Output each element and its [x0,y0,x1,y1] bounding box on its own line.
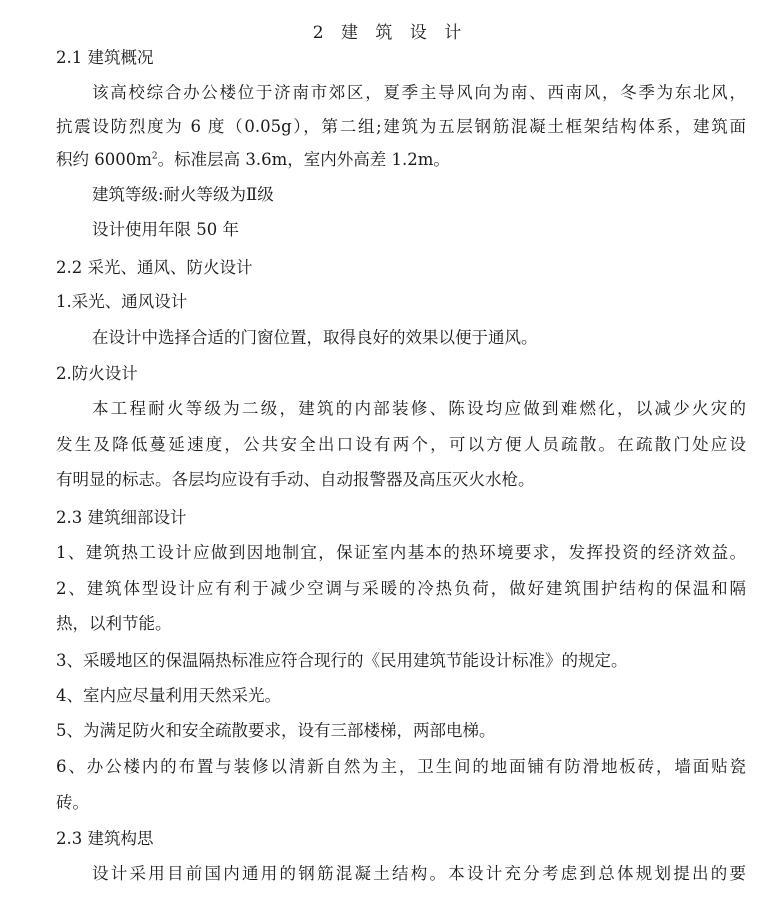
height-text: 。标准层高 3.6m，室内外高差 1.2m。 [157,150,450,169]
area-text: 积约 6000m [56,150,152,169]
section-2-1-para-line-3 [56,150,746,170]
subsection-lighting-heading: 1.采光、通风设计 [56,292,188,311]
section-2-1-heading: 2.1 建筑概况 [56,48,154,67]
section-2-3-heading: 2.3 建筑细部设计 [56,508,187,527]
detail-item-2-line-2: 热，以利节能。 [56,614,172,633]
building-grade: 建筑等级:耐火等级为Ⅱ级 [92,185,274,204]
section-concept-heading: 2.3 建筑构思 [56,829,154,848]
subsection-lighting-text: 在设计中选择合适的门窗位置，取得良好的效果以便于通风。 [92,328,538,347]
detail-item-4: 4、室内应尽量利用天然采光。 [56,686,281,705]
fire-para-line-1: 本工程耐火等级为二级，建筑的内部装修、陈设均应做到难燃化，以减少火灾的 [92,399,746,418]
section-2-2-heading: 2.2 采光、通风、防火设计 [56,258,253,277]
area-superscript: 2 [151,151,158,162]
section-2-1-para-line-2: 抗震设防烈度为 6 度（0.05g），第二组;建筑为五层钢筋混凝土框架结构体系，建筑面 [56,117,746,136]
detail-item-2-line-1: 2、建筑体型设计应有利于减少空调与采暖的冷热负荷，做好建筑围护结构的保温和隔 [56,579,746,598]
subsection-fire-heading: 2.防火设计 [56,364,138,383]
detail-item-5: 5、为满足防火和安全疏散要求，设有三部楼梯，两部电梯。 [56,721,496,740]
detail-item-3: 3、采暖地区的保温隔热标准应符合现行的《民用建筑节能设计标准》的规定。 [56,651,628,670]
fire-para-line-2: 发生及降低蔓延速度，公共安全出口设有两个，可以方便人员疏散。在疏散门处应设 [56,435,746,454]
section-2-1-para-line-1: 该高校综合办公楼位于济南市郊区，夏季主导风向为南、西南风，冬季为东北风， [92,83,746,102]
detail-item-1: 1、建筑热工设计应做到因地制宜，保证室内基本的热环境要求，发挥投资的经济效益。 [56,543,746,562]
concept-text-line-1: 设计采用目前国内通用的钢筋混凝土结构。本设计充分考虑到总体规划提出的要 [92,864,746,883]
detail-item-6-line-1: 6、办公楼内的布置与装修以清新自然为主，卫生间的地面铺有防滑地板砖，墙面贴瓷 [56,757,746,776]
detail-item-6-line-2: 砖。 [56,793,89,812]
design-life: 设计使用年限 50 年 [92,220,239,239]
fire-para-line-3: 有明显的标志。各层均应设有手动、自动报警器及高压灭火水枪。 [56,470,535,489]
chapter-title: 2 建 筑 设 计 [312,23,468,43]
